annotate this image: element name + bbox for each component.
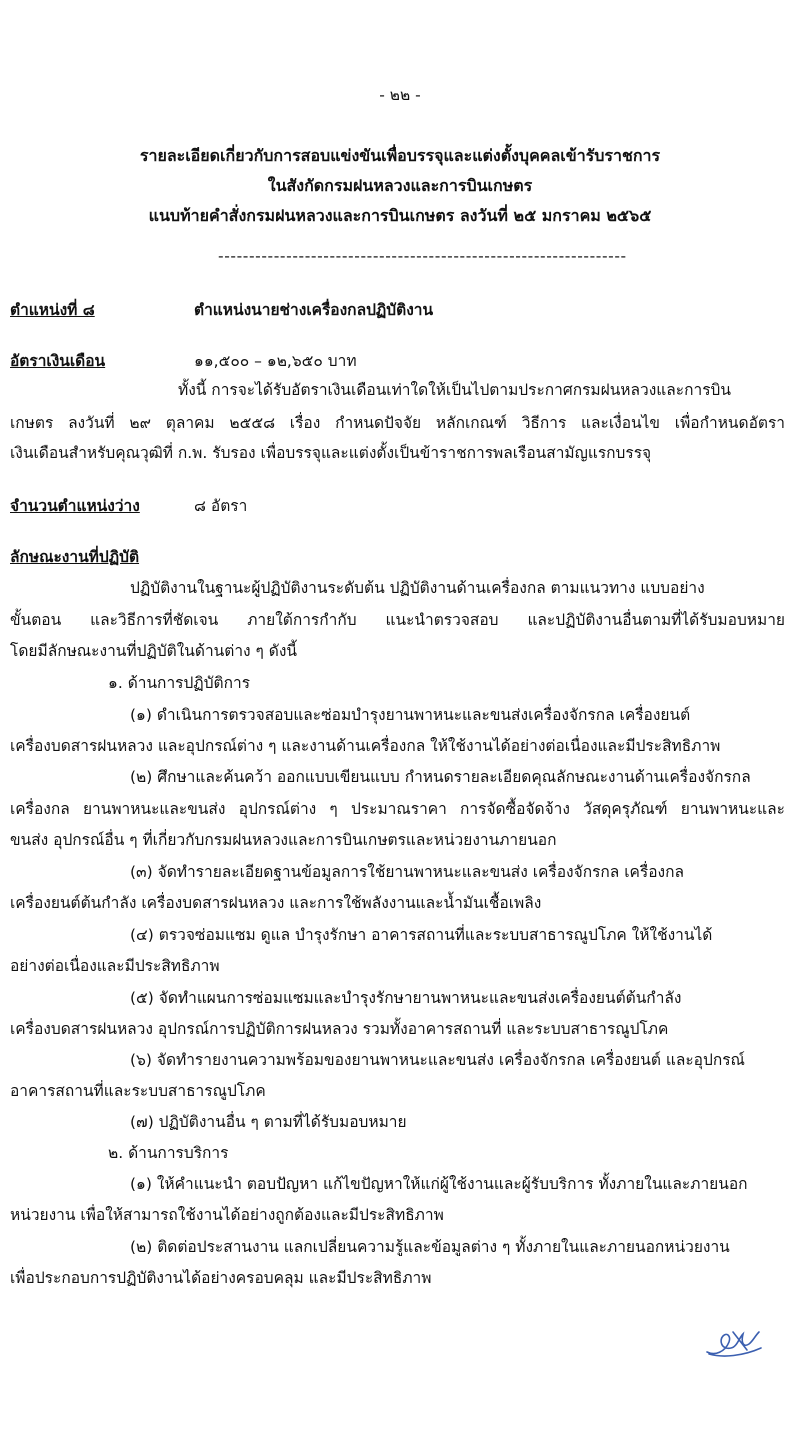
section-2-title: ๒. ด้านการบริการ <box>108 1144 229 1162</box>
salary-value: ๑๑,๕๐๐ – ๑๒,๖๕๐ บาท <box>194 352 357 370</box>
duties-intro-line-2: ขั้นตอน และวิธีการที่ชัดเจน ภายใต้การกำกับ แนะนำตรวจสอบ และปฏิบัติงานอื่นตามที่ได้รับมอบหมาย <box>10 611 785 629</box>
s1-item-6-line-2: อาคารสถานที่และระบบสาธารณูปโภค <box>10 1082 266 1100</box>
s1-item-7-line-1: (๗) ปฏิบัติงานอื่น ๆ ตามที่ได้รับมอบหมาย <box>130 1113 407 1131</box>
position-value: ตำแหน่งนายช่างเครื่องกลปฏิบัติงาน <box>194 301 434 319</box>
vacancy-value: ๘ อัตรา <box>194 497 248 515</box>
duties-intro-line-3: โดยมีลักษณะงานที่ปฏิบัติในด้านต่าง ๆ ดังนี้ <box>10 642 298 660</box>
salary-note-line-2: เกษตร ลงวันที่ ๒๙ ตุลาคม ๒๕๕๘ เรื่อง กำหนดปัจจัย หลักเกณฑ์ วิธีการ และเงื่อนไข เพื่อกำหนดอัตรา <box>10 414 785 432</box>
doc-title-line-2: ในสังกัดกรมฝนหลวงและการบินเกษตร <box>267 176 533 195</box>
salary-note-line-1: ทั้งนี้ การจะได้รับอัตราเงินเดือนเท่าใดให้เป็นไปตามประกาศกรมฝนหลวงและการบิน <box>178 381 731 399</box>
salary-note-line-3: เงินเดือนสำหรับคุณวุฒิที่ ก.พ. รับรอง เพื่อบรรจุและแต่งตั้งเป็นข้าราชการพลเรือนสามัญแรกบรรจุ <box>10 444 652 462</box>
s1-item-4-line-1: (๔) ตรวจซ่อมแซม ดูแล บำรุงรักษา อาคารสถานที่และระบบสาธารณูปโภค ให้ใช้งานได้ <box>130 926 713 944</box>
s2-item-1-line-2: หน่วยงาน เพื่อให้สามารถใช้งานได้อย่างถูกต้องและมีประสิทธิภาพ <box>10 1206 444 1224</box>
signature-mark <box>703 1322 765 1362</box>
s1-item-1-line-1: (๑) ดำเนินการตรวจสอบและซ่อมบำรุงยานพาหนะและขนส่งเครื่องจักรกล เครื่องยนต์ <box>130 706 691 724</box>
title-divider: ------------------------------------------------------------------ <box>218 247 627 265</box>
doc-title-line-3: แนบท้ายคำสั่งกรมฝนหลวงและการบินเกษตร ลงวันที่ ๒๕ มกราคม ๒๕๖๕ <box>148 206 652 225</box>
s2-item-2-line-2: เพื่อประกอบการปฏิบัติงานได้อย่างครอบคลุม และมีประสิทธิภาพ <box>10 1269 432 1287</box>
duties-intro-line-1: ปฏิบัติงานในฐานะผู้ปฏิบัติงานระดับต้น ปฏิบัติงานด้านเครื่องกล ตามแนวทาง แบบอย่าง <box>130 579 705 597</box>
s1-item-3-line-1: (๓) จัดทำรายละเอียดฐานข้อมูลการใช้ยานพาหนะและขนส่ง เครื่องจักรกล เครื่องกล <box>130 863 684 881</box>
s1-item-2-line-2: เครื่องกล ยานพาหนะและขนส่ง อุปกรณ์ต่าง ๆ ประมาณราคา การจัดซื้อจัดจ้าง วัสดุครุภัณฑ์ ยานพาหนะและ <box>10 800 785 818</box>
position-label: ตำแหน่งที่ ๘ <box>10 301 95 319</box>
duties-heading: ลักษณะงานที่ปฏิบัติ <box>10 548 140 566</box>
s1-item-1-line-2: เครื่องบดสารฝนหลวง และอุปกรณ์ต่าง ๆ และงานด้านเครื่องกล ให้ใช้งานได้อย่างต่อเนื่องและมีประสิทธิภาพ <box>10 737 721 755</box>
s2-item-2-line-1: (๒) ติดต่อประสานงาน แลกเปลี่ยนความรู้และข้อมูลต่าง ๆ ทั้งภายในและภายนอกหน่วยงาน <box>130 1238 730 1256</box>
s1-item-2-line-1: (๒) ศึกษาและค้นคว้า ออกแบบเขียนแบบ กำหนดรายละเอียดคุณลักษณะงานด้านเครื่องจักรกล <box>130 768 751 786</box>
s1-item-5-line-1: (๕) จัดทำแผนการซ่อมแซมและบำรุงรักษายานพาหนะและขนส่งเครื่องยนต์ต้นกำลัง <box>130 989 682 1007</box>
s1-item-2-line-3: ขนส่ง อุปกรณ์อื่น ๆ ที่เกี่ยวกับกรมฝนหลวงและการบินเกษตรและหน่วยงานภายนอก <box>10 831 557 849</box>
page-number: - ๒๒ - <box>379 86 421 104</box>
s1-item-3-line-2: เครื่องยนต์ต้นกำลัง เครื่องบดสารฝนหลวง และการใช้พลังงานและน้ำมันเชื้อเพลิง <box>10 894 542 912</box>
vacancy-label: จำนวนตำแหน่งว่าง <box>10 497 140 515</box>
section-1-title: ๑. ด้านการปฏิบัติการ <box>108 674 251 692</box>
s1-item-5-line-2: เครื่องบดสารฝนหลวง อุปกรณ์การปฏิบัติการฝนหลวง รวมทั้งอาคารสถานที่ และระบบสาธารณูปโภค <box>10 1020 669 1038</box>
s2-item-1-line-1: (๑) ให้คำแนะนำ ตอบปัญหา แก้ไขปัญหาให้แก่ผู้ใช้งานและผู้รับบริการ ทั้งภายในและภายนอก <box>130 1175 748 1193</box>
doc-title-line-1: รายละเอียดเกี่ยวกับการสอบแข่งขันเพื่อบรรจุและแต่งตั้งบุคคลเข้ารับราชการ <box>139 146 661 165</box>
s1-item-6-line-1: (๖) จัดทำรายงานความพร้อมของยานพาหนะและขนส่ง เครื่องจักรกล เครื่องยนต์ และอุปกรณ์ <box>130 1051 745 1069</box>
salary-label: อัตราเงินเดือน <box>10 352 106 370</box>
s1-item-4-line-2: อย่างต่อเนื่องและมีประสิทธิภาพ <box>10 957 220 975</box>
